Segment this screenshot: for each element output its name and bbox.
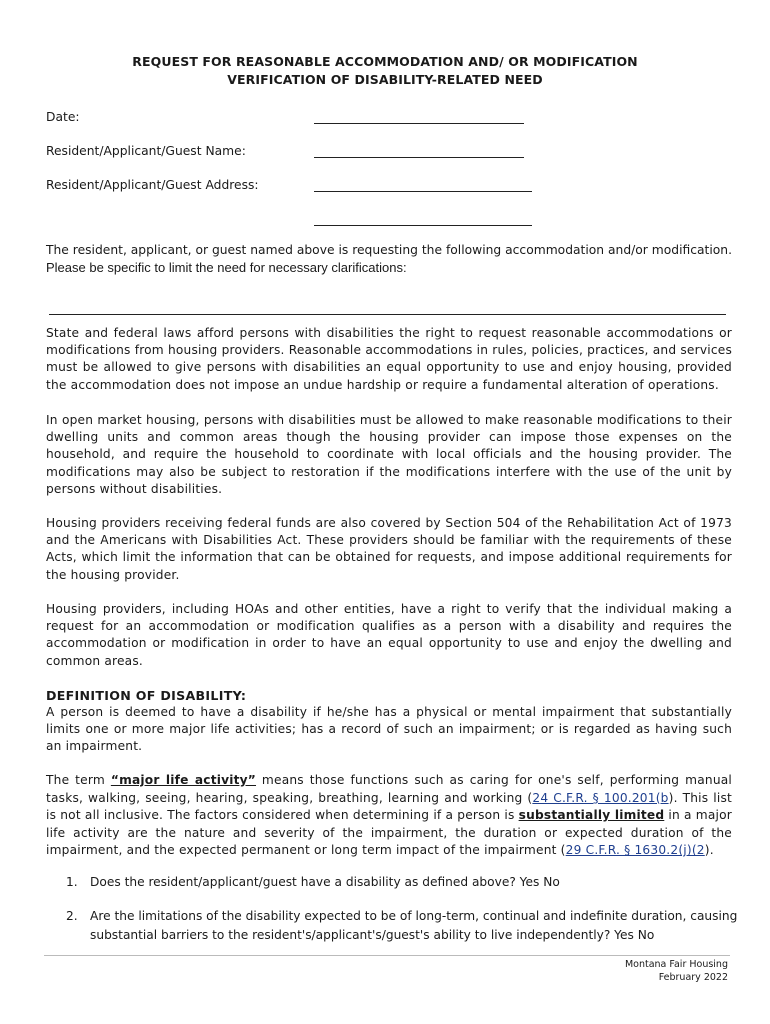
- intro-line2: Please be specific to limit the need for necessary clarifications:: [46, 260, 407, 275]
- mla-after-link1: ). This list is not all inclusive. The factors considered when determining if a person is: [46, 790, 732, 823]
- intro-text: [46, 242, 736, 276]
- major-life-activity-paragraph: [46, 772, 732, 860]
- term-substantially-limited: substantially limited: [518, 808, 665, 823]
- question-text: Does the resident/applicant/guest have a disability as defined above? Yes No: [90, 875, 560, 889]
- mla-after-term2: in a major life activity are the nature and severity of the impairment, the duration or expected duration of the impairment, and the expected permanent or long term impact of the impairment (: [46, 808, 732, 858]
- cfr-link-1630-2[interactable]: 29 C.F.R. § 1630.2(j)(2: [565, 843, 705, 858]
- definition-heading: DEFINITION OF DISABILITY:: [46, 688, 247, 703]
- question-text: Are the limitations of the disability expected to be of long-term, continual and indefinite duration, causing substantial barriers to the resident's/applicant's/guest's ability to live independently? Yes No: [90, 909, 738, 942]
- footer-org: Montana Fair Housing: [624, 959, 728, 970]
- footer-date: February 2022: [658, 972, 728, 983]
- question-number: 1.: [66, 875, 78, 889]
- date-field[interactable]: [314, 123, 524, 124]
- paragraph-state-federal-laws: State and federal laws afford persons with disabilities the right to request reasonable accommodations or modifications from housing providers. Reasonable accommodations in rules, policies, practices, and services must be allowed to give persons with disabilities an equal opportunity to use and enjoy housing, provided the accommodation does not impose an undue hardship or require a fundamental alteration of operations.: [46, 326, 732, 392]
- form-title-line1: REQUEST FOR REASONABLE ACCOMMODATION AND/ OR MODIFICATION: [132, 54, 638, 69]
- mla-end: ).: [704, 843, 714, 858]
- definition-text: A person is deemed to have a disability if he/she has a physical or mental impairment that substantially limits one or more major life activities; has a record of such an impairment; or is regarded as having such an impairment.: [46, 705, 732, 754]
- accommodation-request-field[interactable]: [49, 314, 726, 315]
- address-label: Resident/Applicant/Guest Address:: [46, 178, 259, 192]
- mla-middle: means those functions such as caring for one's self, performing manual tasks, walking, seeing, hearing, speaking, breathing, learning and working (: [46, 773, 732, 805]
- mla-prefix: The term: [46, 773, 111, 787]
- term-major-life-activity: “major life activity”: [110, 773, 257, 787]
- name-field[interactable]: [314, 157, 524, 158]
- question-number: 2.: [66, 909, 78, 923]
- intro-line1: The resident, applicant, or guest named above is requesting the following accommodation and/or modification.: [46, 243, 733, 257]
- paragraph-federal-funds: Housing providers receiving federal funds are also covered by Section 504 of the Rehabilitation Act of 1973 and the Americans with Disabilities Act. These providers should be familiar with the requirements of these Acts, which limit the information that can be obtained for requests, and impose additional requirements for the housing provider.: [46, 516, 732, 582]
- address-field-line1[interactable]: [314, 191, 532, 192]
- paragraph-right-to-verify: Housing providers, including HOAs and other entities, have a right to verify that the individual making a request for an accommodation or modification qualifies as a person with a disability and requires the accommodation or modification in order to have an equal opportunity to use and enjoy the dwelling and common areas.: [46, 602, 732, 668]
- form-title-line2: VERIFICATION OF DISABILITY-RELATED NEED: [227, 72, 543, 87]
- date-label: Date:: [46, 110, 80, 124]
- cfr-link-100-201[interactable]: 24 C.F.R. § 100.201(b: [532, 790, 669, 805]
- footer-divider: [44, 955, 730, 956]
- name-label: Resident/Applicant/Guest Name:: [46, 144, 246, 158]
- address-field-line2[interactable]: [314, 225, 532, 226]
- paragraph-open-market-housing: In open market housing, persons with disabilities must be allowed to make reasonable modifications to their dwelling units and common areas though the housing provider can impose those expenses on the household, and require the household to coordinate with local officials and the housing provider. The modifications may also be subject to restoration if the modifications interfere with the use of the unit by persons without disabilities.: [46, 413, 732, 496]
